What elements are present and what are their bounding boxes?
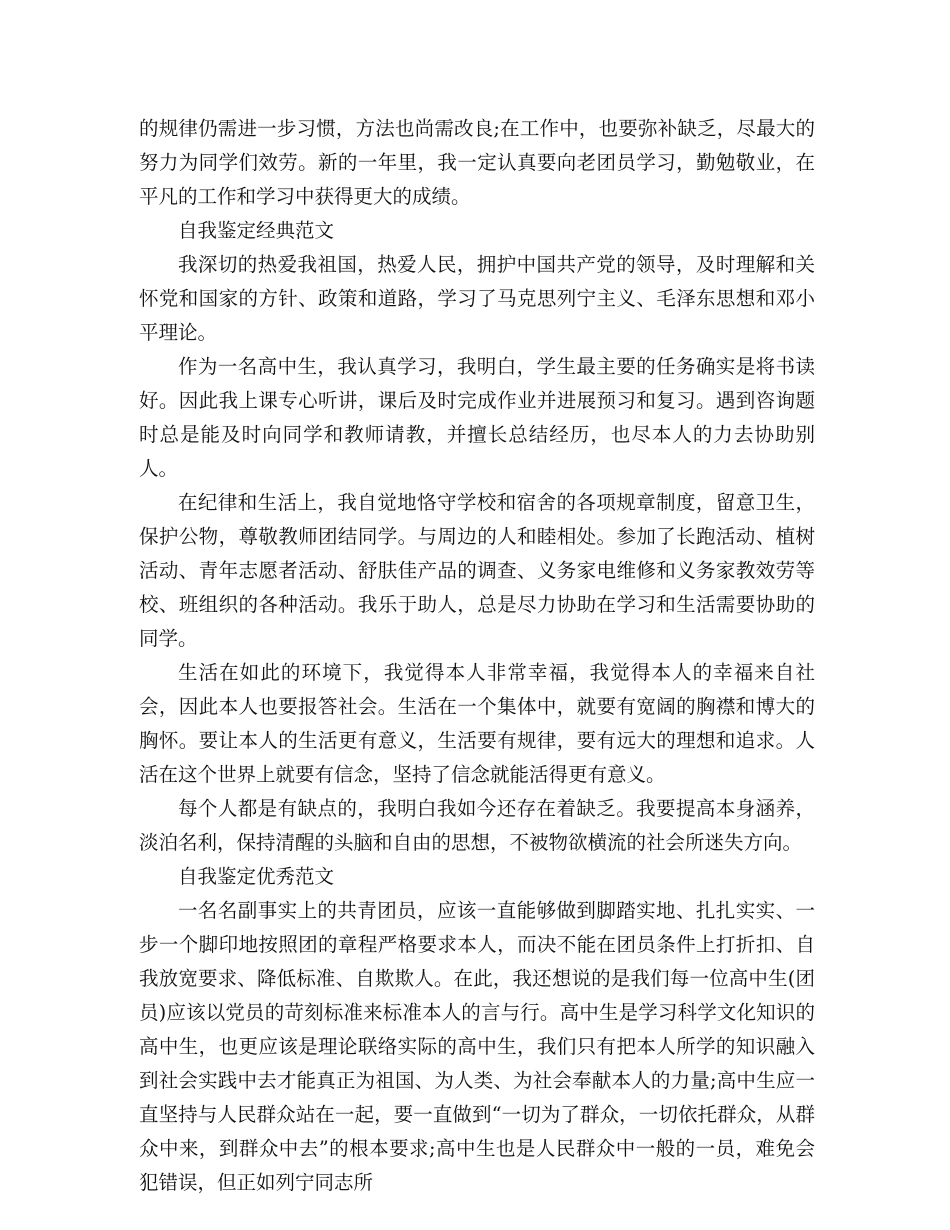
document-body — [139, 112, 815, 1200]
paragraph: 作为一名高中生，我认真学习，我明白，学生最主要的任务确实是将书读好。因此我上课专心听讲，课后及时完成作业并进展预习和复习。遇到咨询题时总是能及时向同学和教师请教，并擅长总结经历，也尽本人的力去协助别人。 — [139, 355, 815, 480]
paragraph: 在纪律和生活上，我自觉地恪守学校和宿舍的各项规章制度，留意卫生，保护公物，尊敬教师团结同学。与周边的人和睦相处。参加了长跑活动、植树活动、青年志愿者活动、舒肤佳产品的调查、义务家电维修和义务家教效劳等校、班组织的各种活动。我乐于助人，总是尽力协助在学习和生活需要协助的同学。 — [139, 491, 815, 650]
paragraph-continued: 的规律仍需进一步习惯，方法也尚需改良;在工作中，也要弥补缺乏，尽最大的努力为同学们效劳。新的一年里，我一定认真要向老团员学习，勤勉敬业，在平凡的工作和学习中获得更大的成绩。 — [139, 117, 815, 208]
paragraph: 一名名副事实上的共青团员，应该一直能够做到脚踏实地、扎扎实实、一步一个脚印地按照团的章程严格要求本人，而决不能在团员条件上打折扣、自我放宽要求、降低标准、自欺欺人。在此，我还想说的是我们每一位高中生(团员)应该以党员的苛刻标准来标准本人的言与行。高中生是学习科学文化知识的高中生，也更应该是理论联络实际的高中生，我们只有把本人所学的知识融入到社会实践中去才能真正为祖国、为人类、为社会奉献本人的力量;高中生应一直坚持与人民群众站在一起，要一直做到“一切为了群众，一切依托群众，从群众中来，到群众中去”的根本要求;高中生也是人民群众中一般的一员，难免会犯错误，但正如列宁同志所 — [139, 899, 815, 1194]
paragraph: 我深切的热爱我祖国，热爱人民，拥护中国共产党的领导，及时理解和关怀党和国家的方针、政策和道路，学习了马克思列宁主义、毛泽东思想和邓小平理论。 — [139, 253, 815, 344]
paragraph: 每个人都是有缺点的，我明白我如今还存在着缺乏。我要提高本身涵养，淡泊名利，保持清醒的头脑和自由的思想，不被物欲横流的社会所迷失方向。 — [139, 797, 815, 854]
section-heading-excellent: 自我鉴定优秀范文 — [178, 865, 335, 888]
paragraph: 生活在如此的环境下，我觉得本人非常幸福，我觉得本人的幸福来自社会，因此本人也要报答社会。生活在一个集体中，就要有宽阔的胸襟和博大的胸怀。要让本人的生活更有意义，生活要有规律，要有远大的理想和追求。人活在这个世界上就要有信念，坚持了信念就能活得更有意义。 — [139, 661, 815, 786]
section-heading-classic: 自我鉴定经典范文 — [178, 219, 335, 242]
